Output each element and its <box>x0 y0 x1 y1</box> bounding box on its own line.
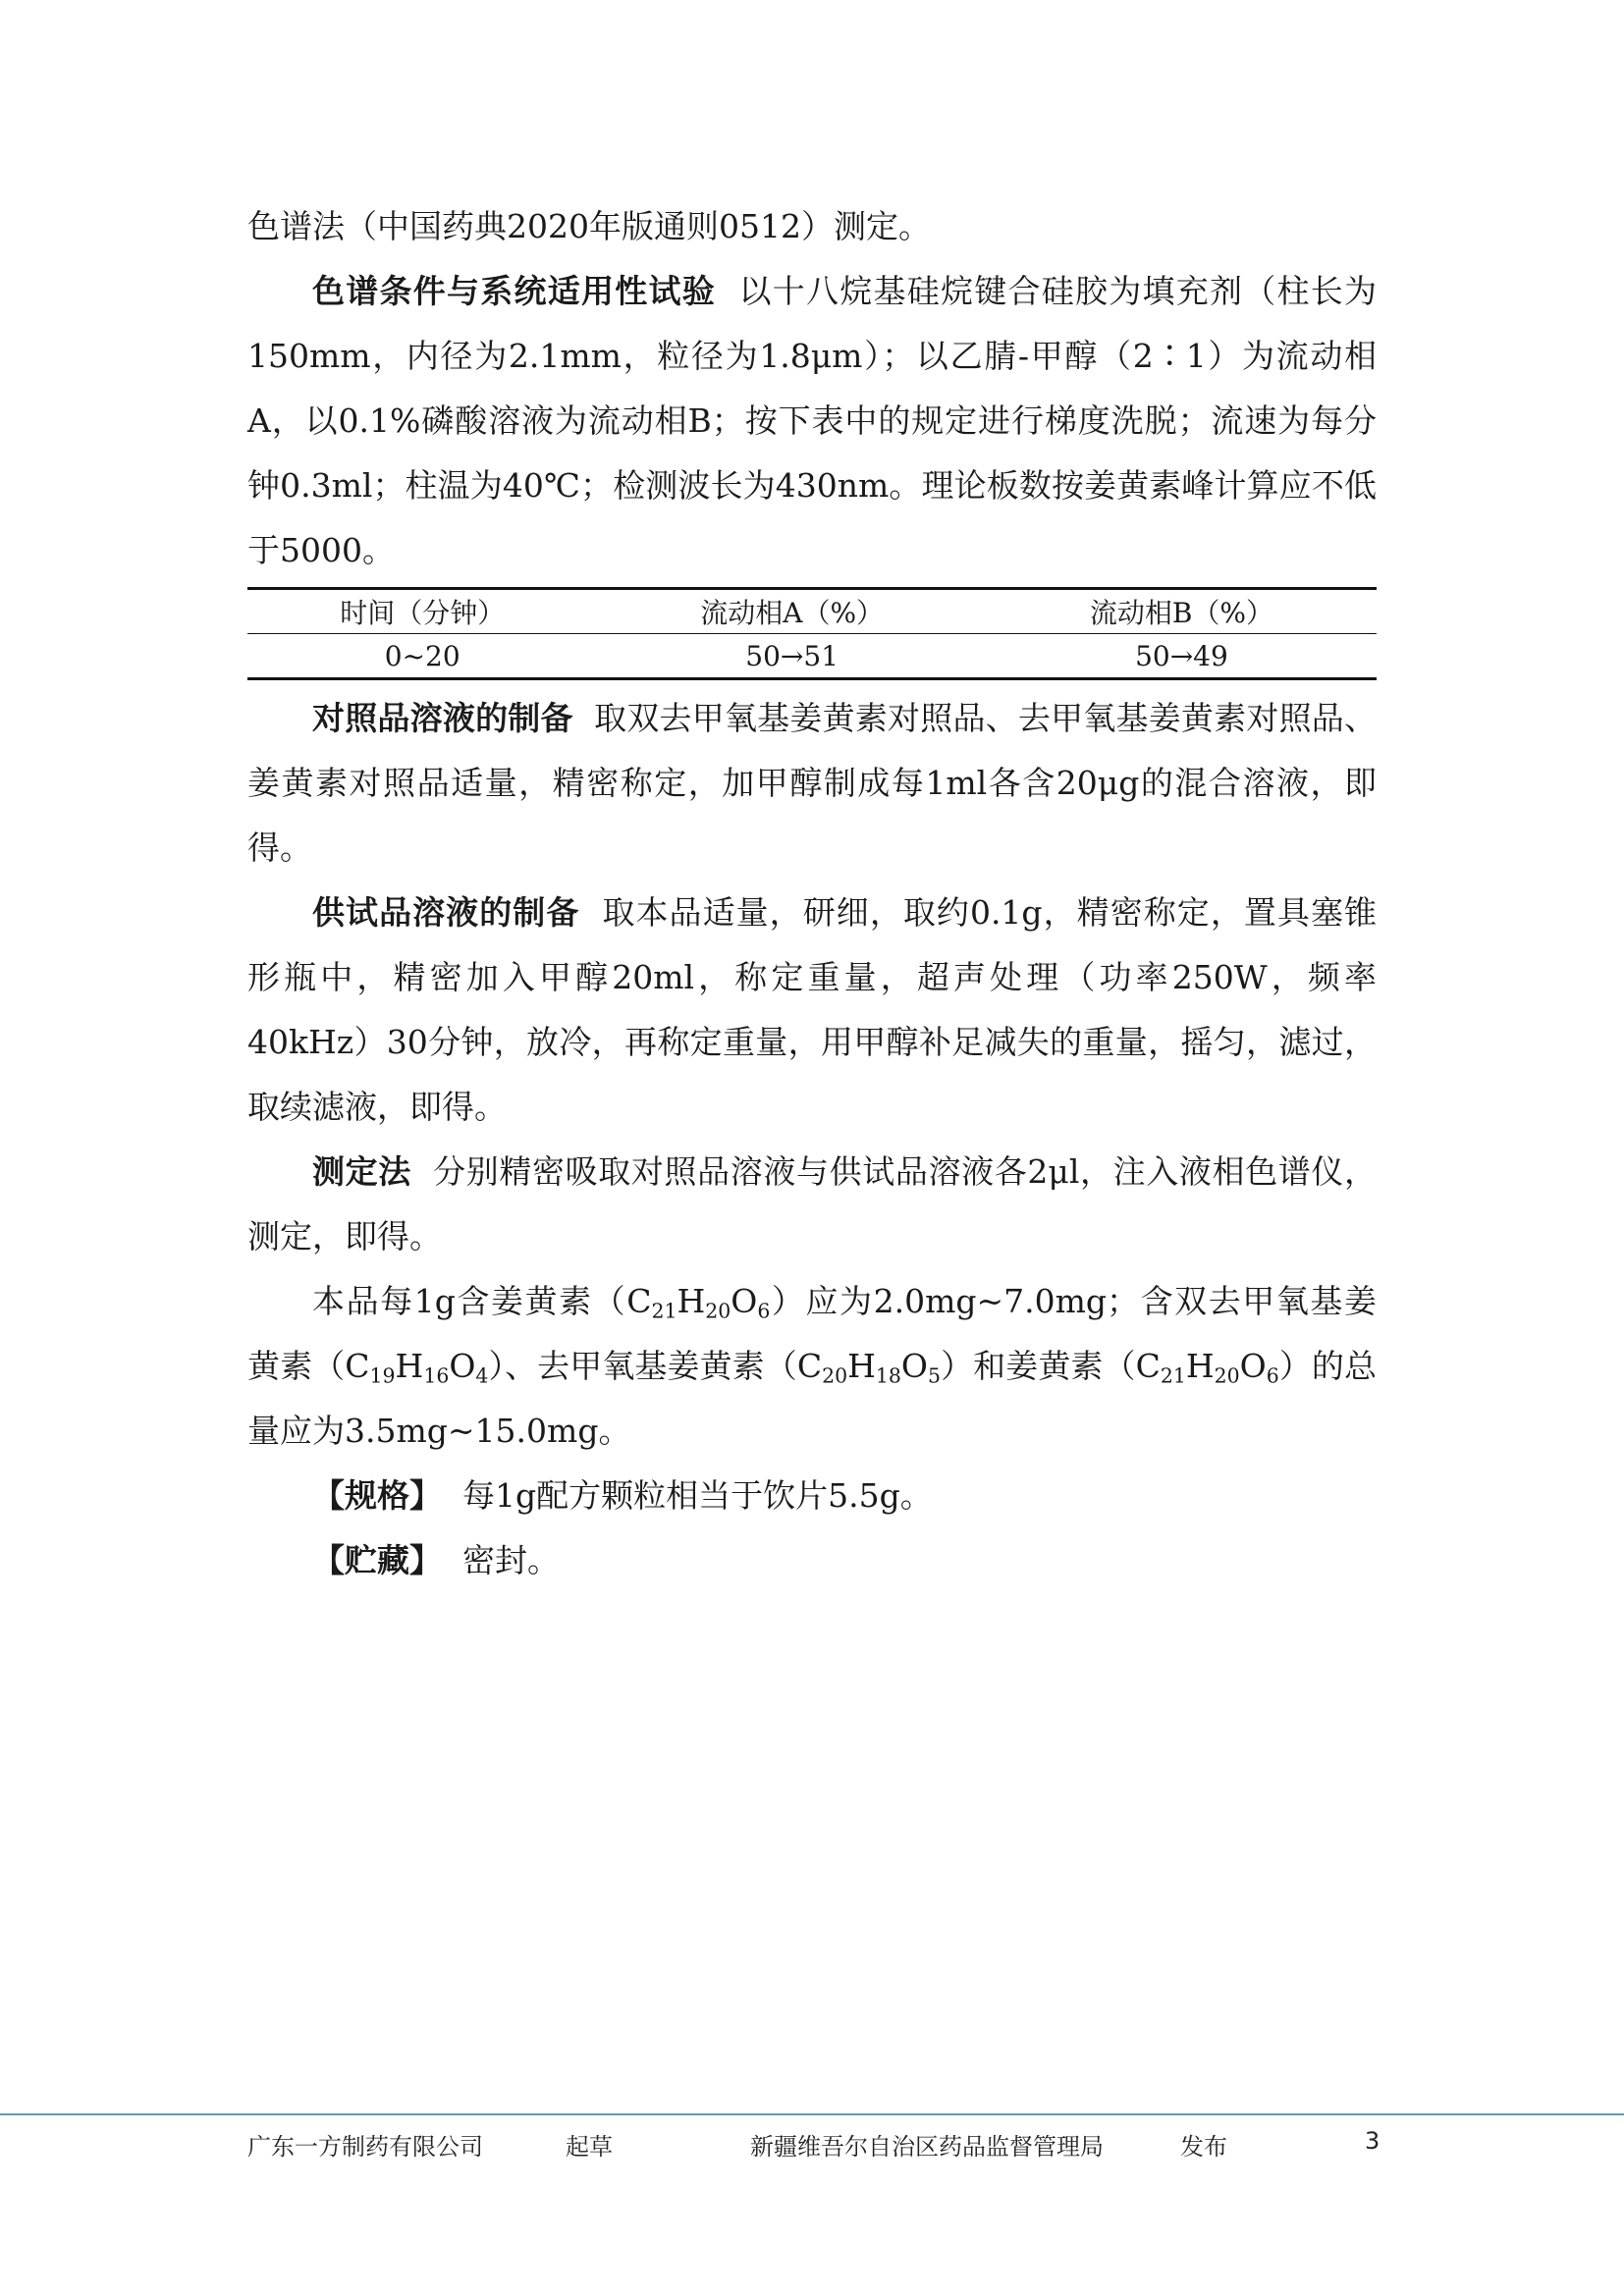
table-header-time: 时间（分钟） <box>247 589 597 634</box>
limits-text: 本品每1g含姜黄素（ <box>312 1282 627 1320</box>
paragraph-chromatographic-conditions <box>247 259 1377 583</box>
limits-text: ）的总量应为3.5mg~15.0mg。 <box>247 1347 1378 1450</box>
section-heading: 【规格】 <box>312 1476 442 1515</box>
section-heading: 色谱条件与系统适用性试验 <box>312 272 717 310</box>
section-heading: 测定法 <box>312 1152 411 1191</box>
footer-publisher-action: 发布 <box>1180 2133 1227 2161</box>
table-row <box>247 634 1377 679</box>
gradient-table <box>247 587 1377 680</box>
paragraph-storage <box>247 1528 1377 1593</box>
paragraph-content-limits: 本品每1g含姜黄素$(C_{21}H_{20}O_6)$应为2.0mg~7.0mg；含双去甲氧基姜黄素$(C_{19}H_{16}O_4)$、去甲氧基姜黄素$(C_{20}H_{18}O_5)$和姜黄素$(C_{21}H_{20}O_6)$的总量应为3.5mg~15.0mg。 <box>247 1282 1378 1450</box>
section-heading: 供试品溶液的制备 <box>312 893 580 932</box>
limits-text: ）应为2.0mg~7.0mg；含双去甲氧基姜黄素（ <box>247 1282 1377 1385</box>
table-cell-phase-a: 50→51 <box>745 639 839 672</box>
table-header-phase-b: 流动相B（%） <box>987 589 1377 634</box>
section-text: 取本品适量，研细，取约0.1g，精密称定，置具塞锥形瓶中，精密加入甲醇20ml，称定重量，超声处理（功率250W，频率40kHz）30分钟，放冷，再称定重量，用甲醇补足减失的重量，摇匀，滤过，取续滤液，即得。 <box>247 893 1378 1126</box>
section-text: 以十八烷基硅烷键合硅胶为填充剂（柱长为150mm，内径为2.1mm，粒径为1.8μm）；以乙腈-甲醇（2∶1）为流动相A，以0.1%磷酸溶液为流动相B；按下表中的规定进行梯度洗脱；流速为每分钟0.3ml；柱温为40℃；检测波长为430nm。理论板数按姜黄素峰计算应不低于5000。 <box>247 272 1378 569</box>
table-cell-time: 0~20 <box>384 639 460 672</box>
section-heading: 对照品溶液的制备 <box>312 699 573 737</box>
paragraph-reference-solution <box>247 686 1377 881</box>
footer-divider <box>0 2113 1624 2115</box>
paragraph-specification <box>247 1464 1377 1528</box>
limits-text: ）、去甲氧基姜黄素（ <box>488 1347 797 1385</box>
footer-drafter: 广东一方制药有限公司 <box>247 2133 483 2161</box>
paragraph-test-solution <box>247 881 1377 1140</box>
section-heading: 【贮藏】 <box>312 1541 442 1579</box>
table-header-row <box>247 589 1377 634</box>
section-text: 密封。 <box>461 1541 560 1579</box>
section-text: 每1g配方颗粒相当于饮片5.5g。 <box>461 1476 933 1515</box>
limits-text: ）和姜黄素（ <box>941 1347 1136 1385</box>
section-text: 取双去甲氧基姜黄素对照品、去甲氧基姜黄素对照品、姜黄素对照品适量，精密称定，加甲醇制成每1ml各含20μg的混合溶液，即得。 <box>247 699 1377 867</box>
footer-publisher: 新疆维吾尔自治区药品监督管理局 <box>750 2133 1104 2161</box>
footer-drafter-action: 起草 <box>566 2133 613 2161</box>
page-number: 3 <box>1365 2127 1380 2155</box>
paragraph-determination <box>247 1140 1377 1269</box>
paragraph-method-ref: 色谱法（中国药典2020年版通则0512）测定。 <box>247 207 931 245</box>
table-cell-phase-b: 50→49 <box>1135 639 1228 672</box>
section-text: 分别精密吸取对照品溶液与供试品溶液各2μl，注入液相色谱仪，测定，即得。 <box>247 1152 1378 1255</box>
table-header-phase-a: 流动相A（%） <box>597 589 986 634</box>
document-body <box>247 194 1377 1593</box>
